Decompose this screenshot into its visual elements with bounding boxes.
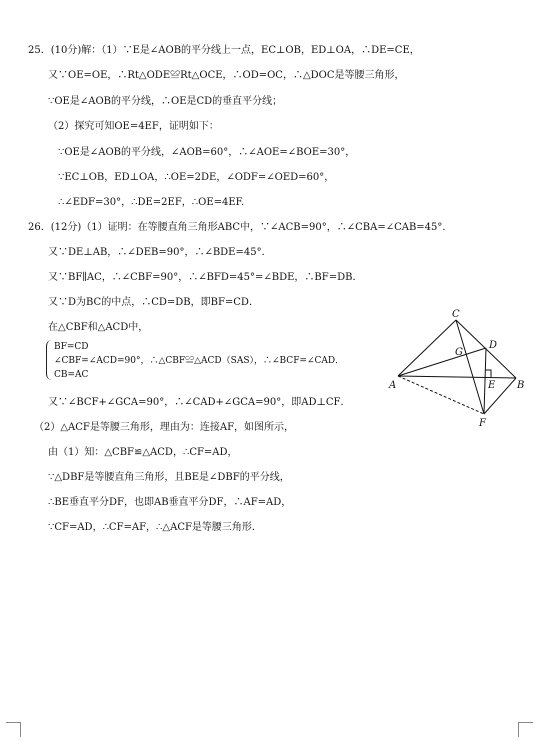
label-b: B [517, 380, 525, 391]
line-26-3: 又∵BF∥AC，∴∠CBF=90°，∴∠BFD=45°=∠BDE，∴BF=DB． [48, 272, 363, 283]
line-26-8: 由（1）知：△CBF≌△ACD，∴CF=AD， [48, 447, 238, 458]
line-26-2: 又∵DE⊥AB，∴∠DEB=90°，∴∠BDE=45°． [48, 247, 272, 258]
page-corner-mark-right [518, 722, 533, 737]
line-26-11: ∵CF=AD，∴CF=AF，∴△ACF是等腰三角形． [48, 522, 262, 533]
line-26-1: 26．(12分)（1）证明：在等腰直角三角形ABC中，∵∠ACB=90°，∴∠CBA=∠CAB=45°． [28, 222, 453, 233]
line-26-7: （2）△ACF是等腰三角形，理由为：连接AF，如图所示， [34, 422, 295, 433]
line-25-1: 25．(10分)解：（1）∵E是∠AOB的平分线上一点，EC⊥OB，ED⊥OA，∴DE=CE， [28, 45, 420, 56]
line-25-6: ∵EC⊥OB，ED⊥OA，∴OE=2DE，∠ODF=∠OED=60°， [58, 172, 335, 183]
segment-ab [398, 376, 516, 378]
system-line-2: ∠CBF=∠ACD=90°，∴△CBF≌△ACD（SAS），∴∠BCF=∠CAD． [54, 356, 345, 366]
geometry-figure [388, 306, 528, 432]
segment-df [484, 348, 486, 414]
system-line-1: BF=CD [54, 342, 89, 352]
line-25-3: ∵OE是∠AOB的平分线，∴OE是CD的垂直平分线； [48, 96, 283, 107]
right-angle-mark [485, 370, 491, 377]
line-26-5: 在△CBF和△ACD中， [48, 322, 149, 333]
label-d: D [489, 340, 498, 351]
line-25-5: ∵OE是∠AOB的平分线，∠AOB=60°，∴∠AOE=∠BOE=30°， [58, 147, 356, 158]
segment-ad [398, 348, 486, 376]
line-25-7: ∴∠EDF=30°，∴DE=2EF，∴OE=4EF. [58, 197, 245, 208]
line-26-4: 又∵D为BC的中点，∴CD=DB，即BF=CD． [48, 297, 259, 308]
segment-af-dashed [398, 376, 484, 414]
label-f: F [479, 418, 486, 429]
system-line-3: CB=AC [54, 370, 89, 380]
label-e: E [488, 380, 496, 391]
line-26-6: 又∵∠BCF+∠GCA=90°，∴∠CAD+∠GCA=90°，即AD⊥CF． [48, 397, 351, 408]
label-c: C [452, 309, 460, 320]
line-25-4: （2）探究可知OE=4EF，证明如下： [48, 121, 219, 132]
line-25-2: 又∵OE=OE，∴Rt△ODE≌Rt△OCE，∴OD=OC，∴△DOC是等腰三角形， [48, 70, 405, 81]
line-26-9: ∵△DBF是等腰直角三角形，且BE是∠DBF的平分线， [48, 472, 290, 483]
system-brace [46, 340, 53, 380]
line-26-10: ∴BE垂直平分DF，也即AB垂直平分DF，∴AF=AD， [48, 497, 292, 508]
label-g: G [455, 347, 463, 358]
segment-ac [398, 320, 456, 376]
page-corner-mark-left [6, 722, 21, 737]
label-a: A [389, 380, 397, 391]
